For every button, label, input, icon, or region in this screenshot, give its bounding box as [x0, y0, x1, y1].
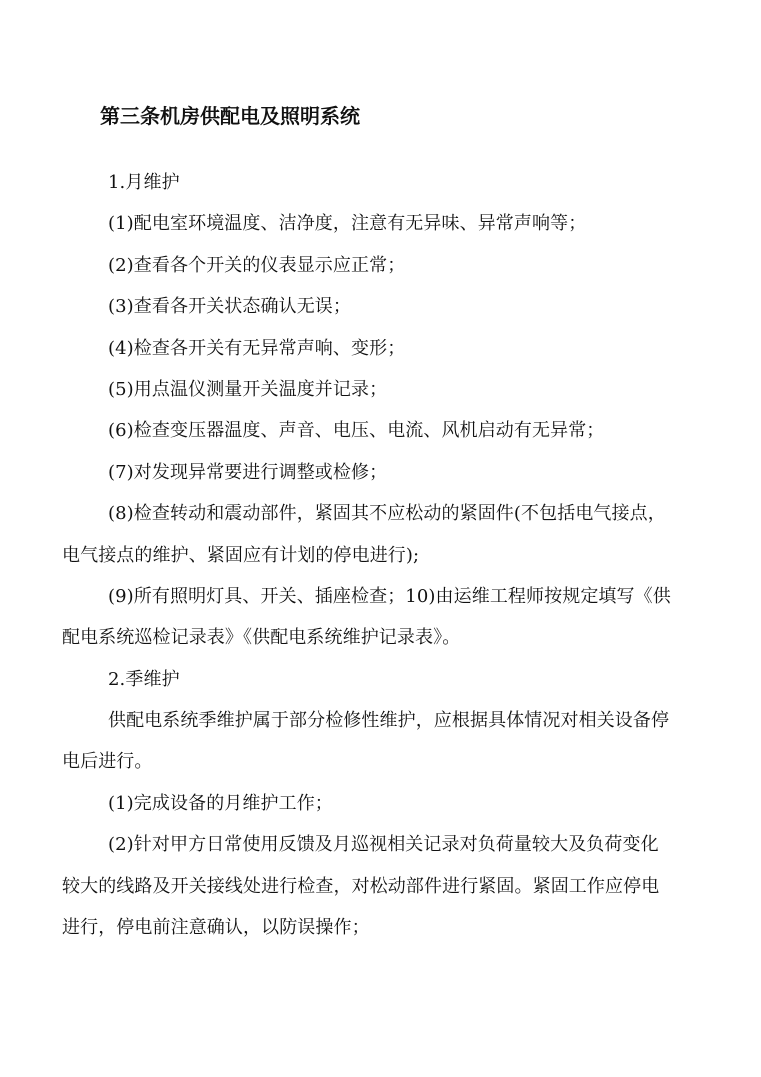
text-line: 1.月维护 [108, 172, 180, 193]
text-line: (7)对发现异常要进行调整或检修； [108, 461, 388, 483]
text-line: (4)检查各开关有无异常声响、变形； [108, 337, 406, 359]
text-line: 2.季维护 [108, 668, 180, 690]
text-line: (8)检查转动和震动部件，紧固其不应松动的紧固件(不包括电气接点， [108, 503, 666, 525]
text-line: (6)检查变压器温度、声音、电压、电流、风机启动有无异常； [108, 420, 605, 442]
text-line: (1)完成设备的月维护工作； [108, 792, 333, 814]
text-line: 电气接点的维护、紧固应有计划的停电进行); [62, 544, 420, 566]
text-line: (5)用点温仪测量开关温度并记录； [108, 378, 388, 400]
text-line: 进行，停电前注意确认，以防误操作； [62, 917, 370, 939]
text-line: 电后进行。 [62, 751, 153, 773]
section-title: 第三条机房供配电及照明系统 [100, 104, 360, 128]
text-line: 配电系统巡检记录表》《供配电系统维护记录表》。 [62, 627, 461, 649]
text-line: 较大的线路及开关接线处进行检查，对松动部件进行紧固。紧固工作应停电 [62, 875, 660, 897]
document-body [62, 162, 712, 948]
text-line: (3)查看各开关状态确认无误； [108, 296, 351, 318]
text-line: (2)针对甲方日常使用反馈及月巡视相关记录对负荷量较大及负荷变化 [108, 834, 659, 856]
text-line: 供配电系统季维护属于部分检修性维护，应根据具体情况对相关设备停 [108, 710, 670, 732]
text-line: (9)所有照明灯具、开关、插座检查；10)由运维工程师按规定填写《供 [108, 585, 671, 607]
text-line: (1)配电室环境温度、洁净度，注意有无异味、异常声响等； [108, 213, 587, 235]
text-line: (2)查看各个开关的仪表显示应正常； [108, 254, 406, 276]
